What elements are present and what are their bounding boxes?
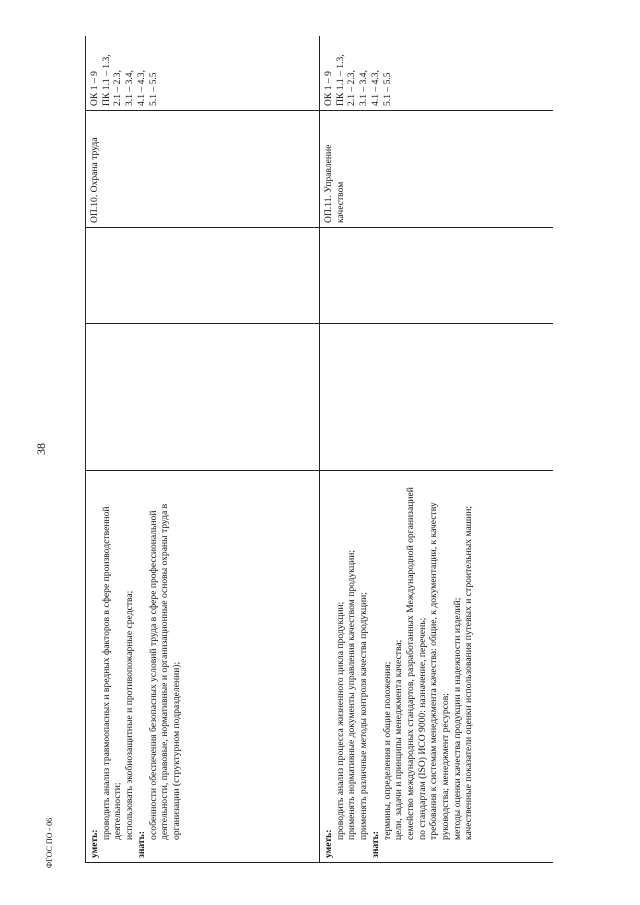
- requirement-item: цели, задачи и принципы менеджмента качества;: [393, 639, 405, 840]
- page-number: 38: [34, 443, 48, 455]
- requirement-item: термины, определения и общие положения;: [381, 661, 393, 840]
- competency: 4.1 – 4.3,: [135, 70, 147, 106]
- empty-cell: [320, 324, 554, 471]
- requirement-item: особенности обеспечения безопасных условий труда в сфере профессиональной деятельности, правовые, нормативные и организационные основы охраны труда в организации (структурном подразделении);: [147, 503, 182, 840]
- discipline-name: ОП.10. Охрана труда: [89, 137, 100, 223]
- requirement-item: применять различные методы контроля качества продукции;: [358, 592, 370, 840]
- znat-label: знать:: [135, 831, 147, 858]
- umet-label: уметь:: [89, 829, 100, 858]
- table-row: [86, 36, 320, 863]
- requirement-item: использовать экобиозащитные и противопожарные средства;: [124, 590, 136, 840]
- competency: 2.1 – 2.3,: [112, 70, 124, 106]
- umet-label: уметь:: [323, 829, 334, 858]
- empty-cell: [86, 324, 320, 471]
- empty-cell: [320, 228, 554, 324]
- competency: 3.1 – 3.4,: [124, 70, 136, 106]
- requirement-item: качественные показатели оценки использования путевых и строительных машин;: [463, 505, 475, 840]
- competency: ОК 1 – 9: [323, 71, 334, 106]
- competency: 5.1 – 5.5: [147, 72, 159, 106]
- requirement-item: проводить анализ травмоопасных и вредных факторов в сфере производственной деятельности;: [100, 506, 124, 840]
- table-row: [320, 36, 554, 863]
- empty-cell: [86, 228, 320, 324]
- footer-code: ФГОС ПО - 06: [45, 817, 54, 869]
- table-container: [85, 36, 553, 863]
- requirement-item: требования к системам менеджмента качества: общие, к документации, к качеству руководства; менеджмент ресурсов;: [428, 502, 452, 840]
- competencies-cell: [86, 36, 320, 111]
- competency: 4.1 – 4.3,: [369, 70, 381, 106]
- competency: ПК 1.1 – 1.3,: [100, 54, 112, 106]
- competency: 5.1 – 5.5: [381, 72, 393, 106]
- requirement-item: проводить анализ процесса жизненного цикла продукции;: [334, 601, 346, 840]
- znat-label: знать:: [369, 831, 381, 858]
- requirements-cell: [86, 471, 320, 863]
- competency: ПК 1.1 – 1.3,: [334, 54, 346, 106]
- discipline-cell: [320, 111, 554, 228]
- requirement-item: семейство международных стандартов, разработанных Международной организацией по стандартам (ISO) ИСО 9000: назначение, перечень;: [404, 487, 428, 840]
- curriculum-table: [85, 36, 553, 863]
- discipline-cell: [86, 111, 320, 228]
- requirements-cell: [320, 471, 554, 863]
- competency: 2.1 – 2.3,: [346, 70, 358, 106]
- competencies-cell: [320, 36, 554, 111]
- requirement-item: методы оценки качества продукции и надежности изделий;: [451, 597, 463, 840]
- discipline-name: ОП.11. Управление качеством: [323, 144, 346, 223]
- rotated-table: [85, 36, 553, 863]
- competency: 3.1 – 3.4,: [358, 70, 370, 106]
- requirement-item: применять нормативные документы управления качеством продукции;: [346, 549, 358, 840]
- competency: ОК 1 – 9: [89, 71, 100, 106]
